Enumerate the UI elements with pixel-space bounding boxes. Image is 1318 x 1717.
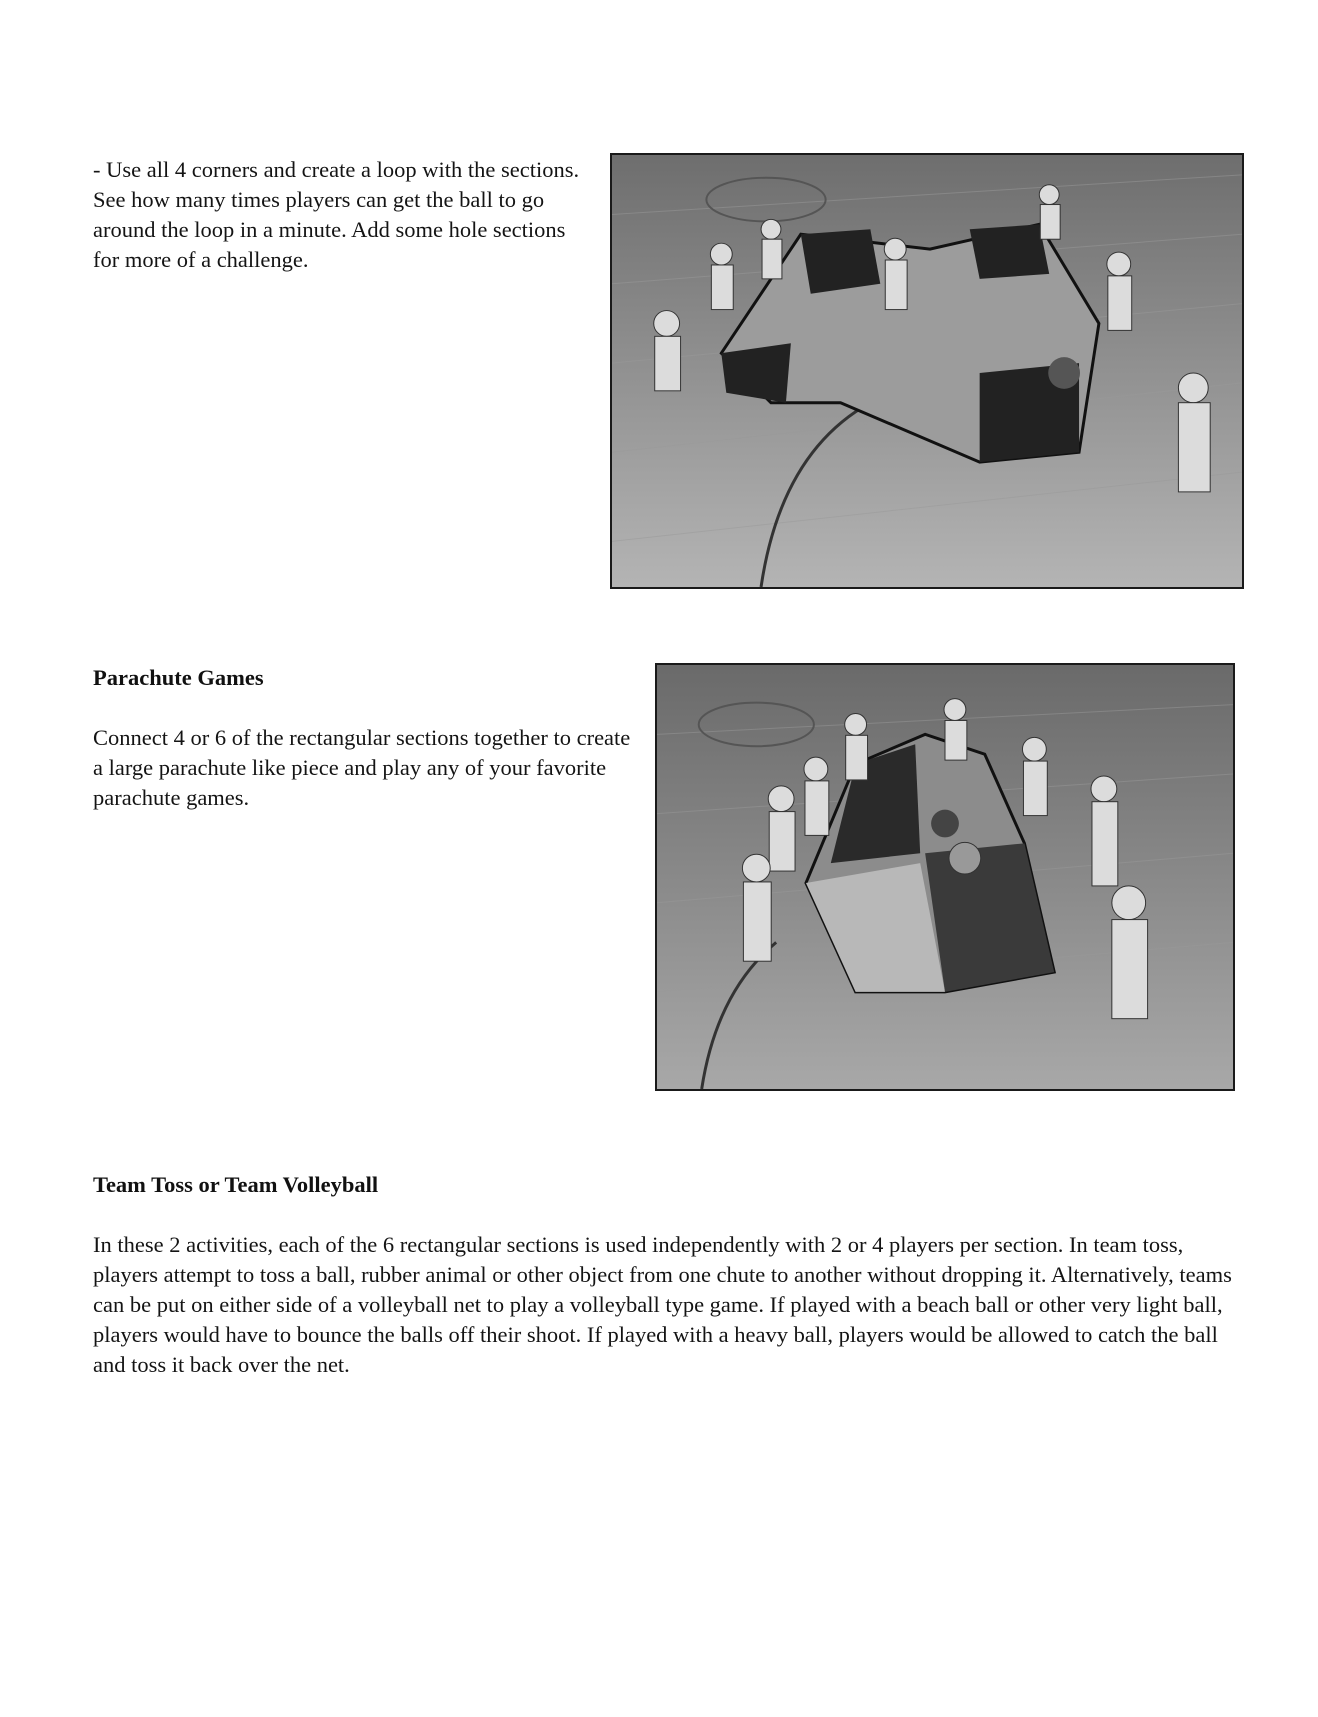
parachute-games-text: Connect 4 or 6 of the rectangular sections together to create a large parachute like piece and play any of your favorite parachute games. <box>93 725 631 810</box>
parachute-games-heading: Parachute Games <box>93 665 264 690</box>
gym-floor-parachute-illustration <box>657 665 1233 1089</box>
gym-floor-loop-illustration <box>612 155 1242 587</box>
team-toss-text: In these 2 activities, each of the 6 rectangular sections is used independently with 2 or 4 players per section. In team toss, players attempt to toss a ball, rubber animal or other object from one chute to another without dropping it. Alternatively, teams can be put on either side of a volleyball net to play a volleyball type game. If played with a beach ball or other very light ball, players would have to bounce the balls off their shoot. If played with a heavy ball, players would be allowed to catch the ball and toss it back over the net. <box>93 1232 1232 1377</box>
team-toss-heading: Team Toss or Team Volleyball <box>93 1172 379 1197</box>
loop-activity-text: - Use all 4 corners and create a loop with the sections. See how many times players can get the ball to go around the loop in a minute. Add some hole sections for more of a challenge. <box>93 157 580 272</box>
loop-photo <box>610 153 1244 589</box>
parachute-photo <box>655 663 1235 1091</box>
